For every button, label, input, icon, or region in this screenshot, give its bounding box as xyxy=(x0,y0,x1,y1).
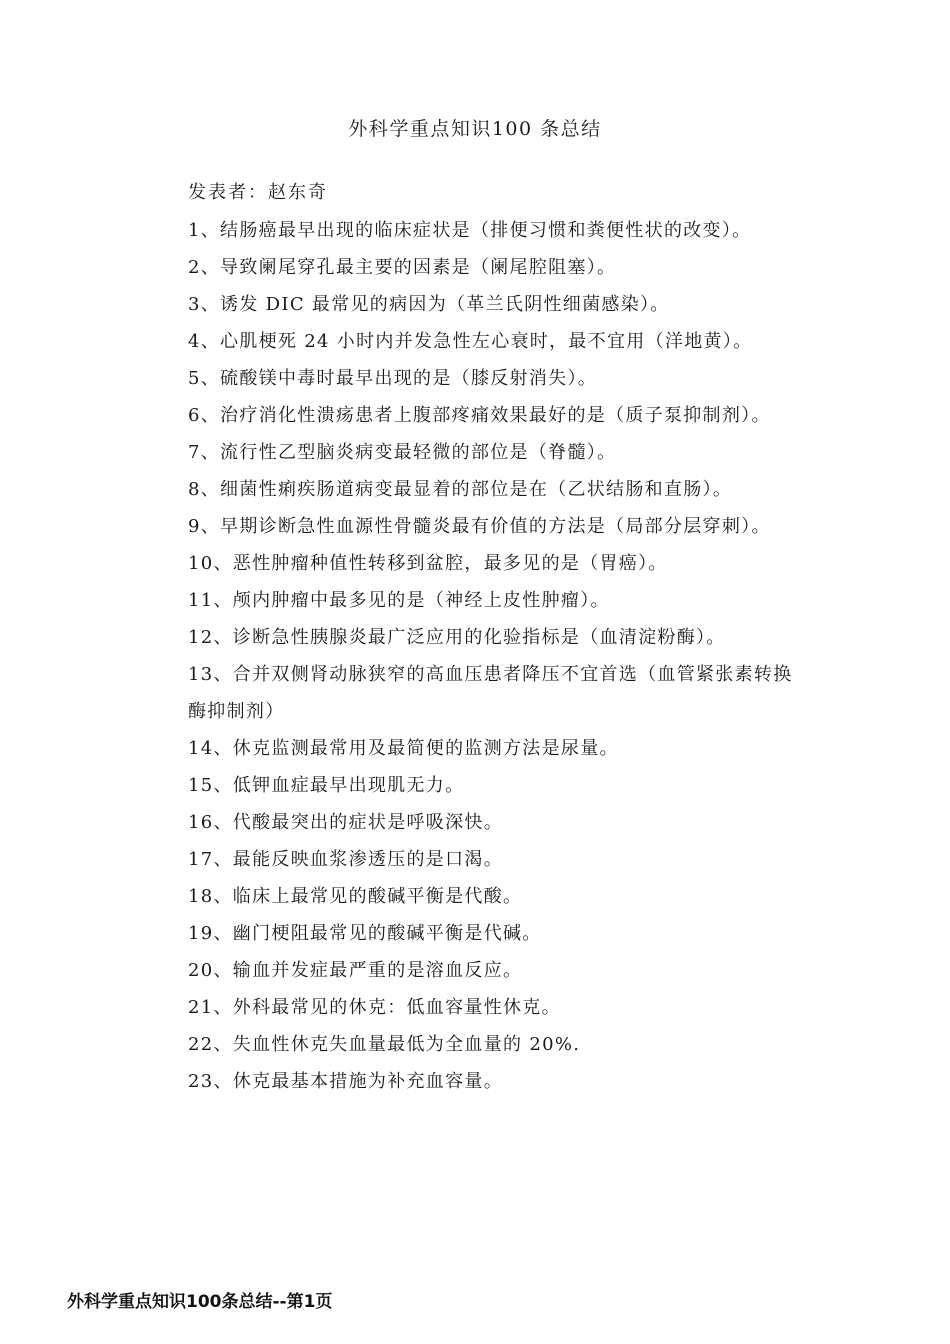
list-item: 17、最能反映血浆渗透压的是口渴。 xyxy=(188,849,504,870)
list-item: 20、输血并发症最严重的是溶血反应。 xyxy=(188,960,523,981)
list-item: 13、合并双侧肾动脉狭窄的高血压患者降压不宜首选（血管紧张素转换 xyxy=(188,664,793,685)
author-line: 发表者：赵东奇 xyxy=(188,182,328,203)
list-item: 15、低钾血症最早出现肌无力。 xyxy=(188,775,465,796)
document-title: 外科学重点知识100 条总结 xyxy=(348,118,602,140)
page-footer: 外科学重点知识100条总结--第1页 xyxy=(67,1292,333,1312)
list-item: 21、外科最常见的休克：低血容量性休克。 xyxy=(188,997,561,1018)
list-item: 12、诊断急性胰腺炎最广泛应用的化验指标是（血清淀粉酶）。 xyxy=(188,627,726,648)
list-item: 4、心肌梗死 24 小时内并发急性左心衰时，最不宜用（洋地黄）。 xyxy=(188,331,753,352)
list-item: 10、恶性肿瘤种值性转移到盆腔，最多见的是（胃癌）。 xyxy=(188,553,668,574)
list-item: 6、治疗消化性溃疡患者上腹部疼痛效果最好的是（质子泵抑制剂）。 xyxy=(188,405,771,426)
list-item: 11、颅内肿瘤中最多见的是（神经上皮性肿瘤）。 xyxy=(188,590,610,611)
list-item: 5、硫酸镁中毒时最早出现的是（膝反射消失）。 xyxy=(188,368,598,389)
list-item: 16、代酸最突出的症状是呼吸深快。 xyxy=(188,812,504,833)
list-item: 14、休克监测最常用及最简便的监测方法是尿量。 xyxy=(188,738,619,759)
list-item: 2、导致阑尾穿孔最主要的因素是（阑尾腔阻塞）。 xyxy=(188,257,617,278)
list-item: 7、流行性乙型脑炎病变最轻微的部位是（脊髓）。 xyxy=(188,442,617,463)
list-item: 9、早期诊断急性血源性骨髓炎最有价值的方法是（局部分层穿刺）。 xyxy=(188,516,771,537)
list-item: 18、临床上最常见的酸碱平衡是代酸。 xyxy=(188,886,523,907)
list-item: 1、结肠癌最早出现的临床症状是（排便习惯和粪便性状的改变）。 xyxy=(188,220,752,241)
list-item: 8、细菌性痢疾肠道病变最显着的部位是在（乙状结肠和直肠）。 xyxy=(188,479,733,500)
knowledge-list xyxy=(146,212,826,1100)
list-item: 酶抑制剂） xyxy=(188,701,285,722)
list-item: 19、幽门梗阻最常见的酸碱平衡是代碱。 xyxy=(188,923,542,944)
list-item: 22、失血性休克失血量最低为全血量的 20%. xyxy=(188,1034,581,1055)
list-item: 3、诱发 DIC 最常见的病因为（革兰氏阴性细菌感染）。 xyxy=(188,294,670,315)
list-item: 23、休克最基本措施为补充血容量。 xyxy=(188,1071,504,1092)
